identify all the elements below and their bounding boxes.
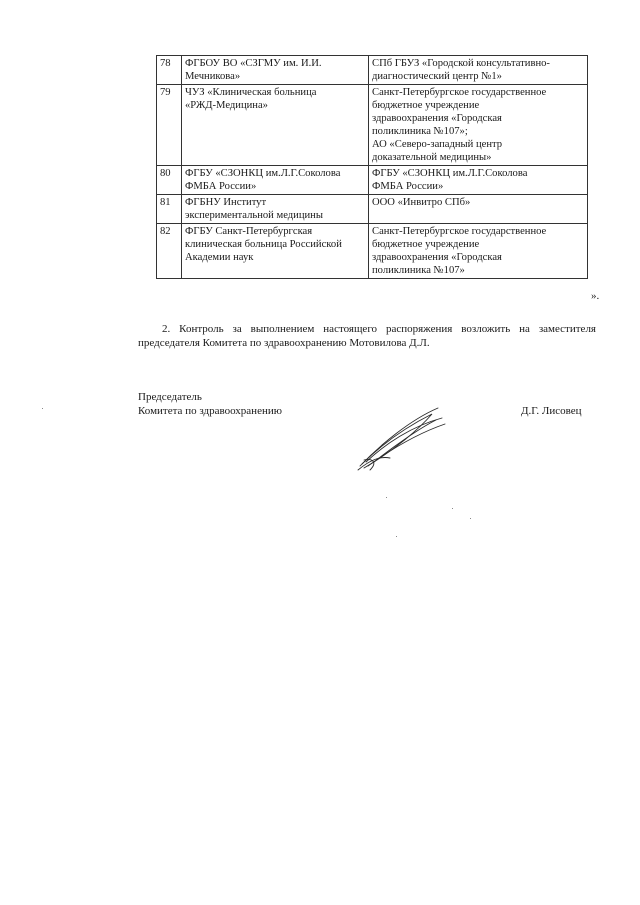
paragraph-line-2: председателя Комитета по здравоохранению Мотовилова Д.Л. [138,337,430,349]
organization-cell [182,224,369,279]
cell-line: ООО «Инвитро СПб» [372,197,471,208]
cell-line: ФГБОУ ВО «СЗГМУ им. И.И. [185,58,322,69]
scan-speck [386,497,387,498]
organization-cell [182,56,369,85]
cell-line: диагностический центр №1» [372,71,502,82]
cell-line: ФГБУ «СЗОНКЦ им.Л.Г.Соколова [185,168,341,179]
paragraph-line-1: 2. Контроль за выполнением настоящего распоряжения возложить на заместителя [162,323,596,335]
organizations-table [156,55,588,279]
table-row [157,85,588,166]
row-number: 78 [157,56,182,85]
cell-line: Мечникова» [185,71,241,82]
laboratory-cell [369,195,588,224]
cell-line: клиническая больница Российской [185,239,342,250]
scan-speck [42,408,43,409]
handwritten-signature [350,400,450,475]
cell-line: поликлиника №107»; [372,126,468,137]
table-row [157,224,588,279]
cell-line: СПб ГБУЗ «Городской консультативно- [372,58,550,69]
cell-line: здравоохранения «Городская [372,113,502,124]
signatory-title-line-2: Комитета по здравоохранению [138,405,282,417]
closing-quote: ». [591,290,600,302]
laboratory-cell [369,56,588,85]
cell-line: здравоохранения «Городская [372,252,502,263]
laboratory-cell [369,166,588,195]
scan-speck [470,518,471,519]
cell-line: бюджетное учреждение [372,239,480,250]
laboratory-cell [369,85,588,166]
cell-line: экспериментальной медицины [185,210,323,221]
organization-cell [182,85,369,166]
cell-line: Санкт-Петербургское государственное [372,87,547,98]
cell-line: ФМБА России» [372,181,444,192]
cell-line: доказательной медицины» [372,152,492,163]
cell-line: ФГБУ «СЗОНКЦ им.Л.Г.Соколова [372,168,528,179]
row-number: 82 [157,224,182,279]
cell-line: Академии наук [185,252,254,263]
row-number: 81 [157,195,182,224]
organization-cell [182,166,369,195]
signatory-title-line-1: Председатель [138,391,202,403]
cell-line: ФГБУ Санкт-Петербургская [185,226,313,237]
cell-line: поликлиника №107» [372,265,465,276]
control-paragraph [138,322,596,350]
cell-line: АО «Северо-западный центр [372,139,503,150]
row-number: 79 [157,85,182,166]
row-number: 80 [157,166,182,195]
laboratory-cell [369,224,588,279]
organization-cell [182,195,369,224]
cell-line: ЧУЗ «Клиническая больница [185,87,317,98]
signatory-title [138,390,282,418]
cell-line: Санкт-Петербургское государственное [372,226,547,237]
scan-speck [452,508,453,509]
table-row [157,166,588,195]
signatory-name: Д.Г. Лисовец [521,405,582,417]
cell-line: ФМБА России» [185,181,257,192]
table-row [157,56,588,85]
cell-line: ФГБНУ Институт [185,197,267,208]
cell-line: бюджетное учреждение [372,100,480,111]
cell-line: «РЖД-Медицина» [185,100,268,111]
table-row [157,195,588,224]
scan-speck [396,536,397,537]
